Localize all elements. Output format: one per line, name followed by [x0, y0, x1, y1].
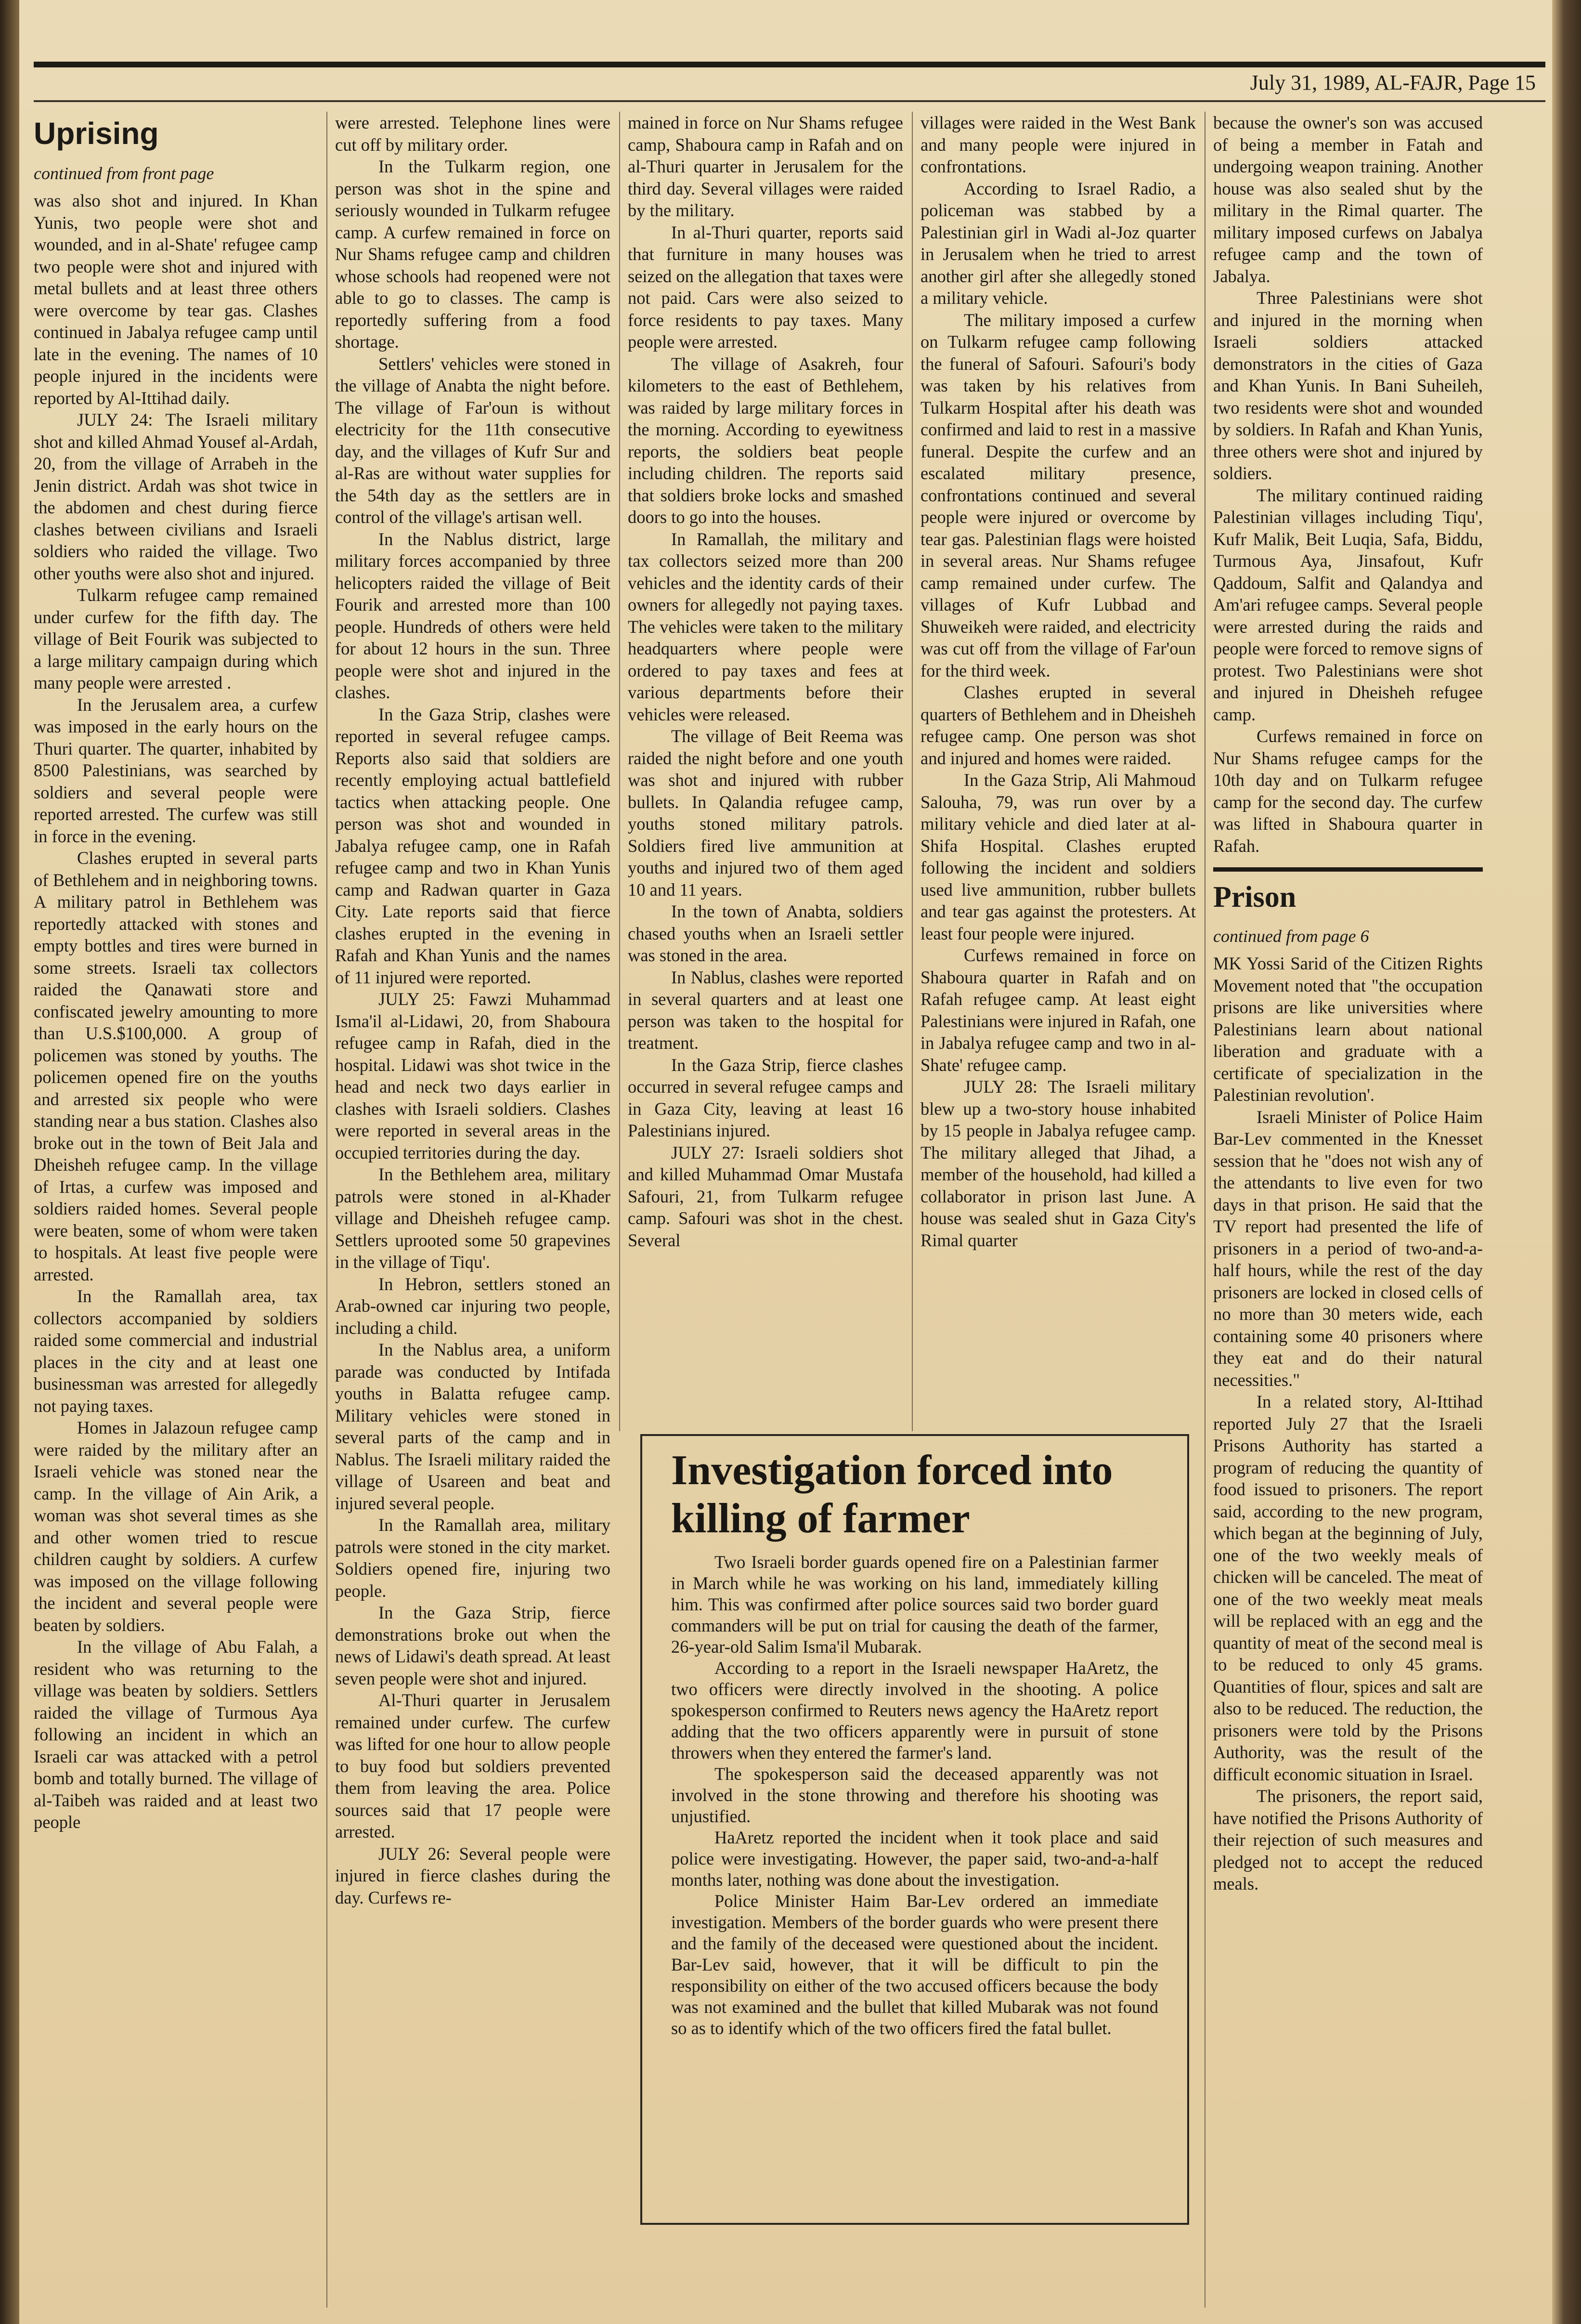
paragraph: because the owner's son was accused of being a member in Fatah and undergoing weapon training. Another house was also sealed shut by the military in the Rimal quarter. The military imposed curfews on Jabalya refugee camp and the town of Jabalya. — [1213, 113, 1483, 286]
paragraph: In Hebron, settlers stoned an Arab-owned car injuring two people, including a child. — [335, 1274, 610, 1338]
investigation-box — [640, 1434, 1189, 2225]
column-5-body — [1213, 112, 1483, 857]
paragraph: Clashes erupted in several parts of Bethlehem and in neighboring towns. A military patrol in Bethlehem was reportedly attacked with stones and empty bottles and tires were burned in some streets. Israeli tax collectors raided the Qanawati store and confiscated jewelry amounting to more than U.S.$100,000. A group of policemen was stoned by youths. The policemen opened fire on the youths and arrested six people who were standing near a bus station. Clashes also broke out in the town of Beit Jala and Dheisheh refugee camp. In the village of Irtas, a curfew was imposed and soldiers raided homes. Several people were beaten, some of whom were taken to hospitals. At least five people were arrested. — [34, 848, 318, 1284]
paragraph: Three Palestinians were shot and injured in the morning when Israeli soldiers attacked demonstrators in the cities of Gaza and Khan Yunis. In Bani Suheileh, two residents were shot and wounded by soldiers. In Rafah and Khan Yunis, three others were shot and injured by soldiers. — [1213, 288, 1483, 483]
folio-rule — [34, 100, 1545, 102]
investigation-body — [671, 1552, 1158, 2039]
paragraph: MK Yossi Sarid of the Citizen Rights Movement noted that "the occupation prisons are like universities where Palestinians learn about national liberation and graduate with a certificate of specialization in the Palestinian revolution'. — [1213, 953, 1483, 1105]
paragraph: JULY 25: Fawzi Muhammad Isma'il al-Lidawi, 20, from Shaboura refugee camp in Rafah, died in the hospital. Lidawi was shot twice in the head and neck two days earlier in clashes with Israeli soldiers. Clashes were reported in several areas in the occupied territories during the day. — [335, 989, 610, 1162]
paragraph: The spokesperson said the deceased apparently was not involved in the stone throwing and therefore his shooting was unjustified. — [671, 1764, 1158, 1826]
column-1-body — [34, 190, 318, 1833]
column-divider — [326, 112, 327, 2308]
paragraph: In the Nablus district, large military forces accompanied by three helicopters raided the village of Beit Fourik and arrested more than 100 people. Hundreds of others were held for about 12 hours in the sun. Three people were shot and injured in the clashes. — [335, 529, 610, 702]
paragraph: In Ramallah, the military and tax collectors seized more than 200 vehicles and the identity cards of their owners for allegedly not paying taxes. The vehicles were taken to the military headquarters where people were ordered to pay taxes and fees at various departments before their vehicles were released. — [628, 529, 903, 724]
paragraph: The prisoners, the report said, have notified the Prisons Authority of their rejection of such measures and pledged not to accept the reduced meals. — [1213, 1786, 1483, 1893]
paragraph: Settlers' vehicles were stoned in the village of Anabta the night before. The village of Far'oun is without electricity for the 11th consecutive day, and the villages of Kufr Sur and al-Ras are without water supplies for the 54th day as the settlers are in control of the village's artisan well. — [335, 353, 610, 527]
paragraph: The military continued raiding Palestinian villages including Tiqu', Kufr Malik, Beit Luqia, Safa, Biddu, Turmous Aya, Jinsafout, Kufr Qaddoum, Salfit and Qalandya and Am'ari refugee camps. Several people were arrested during the raids and people were forced to remove signs of protest. Two Palestinians were shot and injured in Dheisheh refugee camp. — [1213, 485, 1483, 724]
column-4 — [920, 112, 1196, 1426]
paragraph: Curfews remained in force on Nur Shams refugee camps for the 10th day and on Tulkarm refugee camp for the second day. The curfew was lifted in Shaboura quarter in Rafah. — [1213, 726, 1483, 856]
paragraph: In the Gaza Strip, clashes were reported in several refugee camps. Reports also said that soldiers are recently employing actual battlefield tactics when attacking people. One person was shot and wounded in Jabalya refugee camp, one in Rafah refugee camp and two in Khan Yunis camp and Radwan quarter in Gaza City. Late reports said that fierce clashes erupted in the evening in Rafah and Khan Yunis and the names of 11 injured were reported. — [335, 704, 610, 987]
prison-rule — [1213, 867, 1483, 872]
paragraph: In the Ramallah area, tax collectors accompanied by soldiers raided some commercial and industrial places in the city and at least one businessman was arrested for allegedly not paying taxes. — [34, 1286, 318, 1416]
paragraph: Curfews remained in force on Shaboura quarter in Rafah and on Rafah refugee camp. At least eight Palestinians were injured in Rafah, one in Jabalya refugee camp and two in al-Shate' refugee camp. — [920, 945, 1196, 1075]
uprising-headline: Uprising — [34, 116, 159, 151]
paragraph: In the Bethlehem area, military patrols were stoned in al-Khader village and Dheisheh refugee camp. Settlers uprooted some 50 grapevines in the village of Tiqu'. — [335, 1164, 610, 1272]
paragraph: mained in force on Nur Shams refugee camp, Shaboura camp in Rafah and on al-Thuri quarter in Jerusalem for the third day. Several villages were raided by the military. — [628, 113, 903, 220]
top-rule — [34, 62, 1545, 67]
paragraph: The village of Beit Reema was raided the night before and one youth was shot and injured with rubber bullets. In Qalandia refugee camp, youths stoned military patrols. Soldiers fired live ammunition at youths and injured two of them aged 10 and 11 years. — [628, 726, 903, 900]
paragraph: was also shot and injured. In Khan Yunis, two people were shot and wounded, and in al-Shate' refugee camp two people were shot and injured with metal bullets and at least three others were overcome by tear gas. Clashes continued in Jabalya refugee camp until late in the evening. The names of 10 people injured in the incidents were reported by Al-Ittihad daily. — [34, 191, 318, 408]
paragraph: According to Israel Radio, a policeman was stabbed by a Palestinian girl in Wadi al-Joz quarter in Jerusalem when he tried to arrest another girl after she allegedly stoned a military vehicle. — [920, 178, 1196, 308]
paragraph: The village of Asakreh, four kilometers to the east of Bethlehem, was raided by large military forces in the morning. According to eyewitness reports, the soldiers beat people including children. The reports said that soldiers broke locks and smashed doors to go into the houses. — [628, 353, 903, 527]
paragraph: JULY 24: The Israeli military shot and killed Ahmad Yousef al-Ardah, 20, from the village of Arrabeh in the Jenin district. Ardah was shot twice in the abdomen and chest during fierce clashes between civilians and Israeli soldiers who raided the village. Two other youths were also shot and injured. — [34, 410, 318, 583]
investigation-headline: Investigation forced into killing of farmer — [671, 1447, 1113, 1542]
paragraph: Two Israeli border guards opened fire on a Palestinian farmer in March while he was working on his land, immediately killing him. This was confirmed after police sources said two border guard commanders will be put on trial for causing the death of the farmer, 26-year-old Salim Isma'il Mubarak. — [671, 1552, 1158, 1657]
paragraph: Clashes erupted in several quarters of Bethlehem and in Dheisheh refugee camp. One person was shot and injured and homes were raided. — [920, 682, 1196, 768]
paragraph: In the Ramallah area, military patrols were stoned in the city market. Soldiers opened fire, injuring two people. — [335, 1515, 610, 1601]
prison-continued: continued from page 6 — [1213, 927, 1369, 946]
paragraph: In the Gaza Strip, fierce demonstrations broke out when the news of Lidawi's death spread. At least seven people were shot and injured. — [335, 1603, 610, 1688]
uprising-continued: continued from front page — [34, 164, 214, 183]
paragraph: Homes in Jalazoun refugee camp were raided by the military after an Israeli vehicle was stoned near the camp. In the village of Ain Arik, a woman was shot several times as she and other women tried to rescue children caught by soldiers. A curfew was imposed on the village following the incident and several people were beaten by soldiers. — [34, 1418, 318, 1635]
paragraph: In the Nablus area, a uniform parade was conducted by Intifada youths in Balatta refugee camp. Military vehicles were stoned in several parts of the camp and in Nablus. The Israeli military raided the village of Usareen and beat and injured several people. — [335, 1340, 610, 1513]
paragraph: Israeli Minister of Police Haim Bar-Lev commented in the Knesset session that he "does not wish any of the attendants to live even for two days in that prison. He said that the TV report had presented the life of prisoners in a period of two-and-a-half hours, while the rest of the day prisoners are locked in closed cells of no more than 30 meters wide, each containing some 40 prisoners where they eat and do their natural necessities." — [1213, 1107, 1483, 1390]
prison-body — [1213, 953, 1483, 1895]
paragraph: JULY 26: Several people were injured in fierce clashes during the day. Curfews re- — [335, 1843, 610, 1907]
paragraph: In the Jerusalem area, a curfew was imposed in the early hours on the Thuri quarter. The quarter, inhabited by 8500 Palestinians, was searched by soldiers and several people were reported arrested. The curfew was still in force in the evening. — [34, 694, 318, 846]
paragraph: In the village of Abu Falah, a resident who was returning to the village was beaten by soldiers. Settlers raided the village of Turmous Aya following an incident in which an Israeli car was attacked with a petrol bomb and totally burned. The village of al-Taibeh was raided and at least two people — [34, 1637, 318, 1832]
paragraph: JULY 28: The Israeli military blew up a two-story house inhabited by 15 people in Jabalya refugee camp. The military alleged that Jihad, a member of the household, had killed a collaborator in prison last June. A house was sealed shut in Gaza City's Rimal quarter — [920, 1077, 1196, 1250]
paragraph: Police Minister Haim Bar-Lev ordered an immediate investigation. Members of the border guards who were present there and the family of the deceased were questioned about the incident. Bar-Lev said, however, that it will be difficult to pin the responsibility on either of the two accused officers because the body was not examined and the bullet that killed Mubarak was not found so as to identify which of the two officers fired the fatal bullet. — [671, 1891, 1158, 2038]
page-edge-shadow — [1552, 0, 1581, 2324]
paragraph: In al-Thuri quarter, reports said that furniture in many houses was seized on the allegation that taxes were not paid. Cars were also seized to force residents to pay taxes. Many people were arrested. — [628, 222, 903, 352]
paragraph: In the Gaza Strip, Ali Mahmoud Salouha, 79, was run over by a military vehicle and died later at al-Shifa Hospital. Clashes erupted following the incident and soldiers used live ammunition, rubber bullets and tear gas against the protesters. At least four people were injured. — [920, 770, 1196, 943]
paragraph: Al-Thuri quarter in Jerusalem remained under curfew. The curfew was lifted for one hour to allow people to buy food but soldiers prevented them from leaving the area. Police sources said that 17 people were arrested. — [335, 1690, 610, 1841]
column-divider — [912, 112, 913, 1431]
page-folio: July 31, 1989, AL-FAJR, Page 15 — [1250, 71, 1536, 94]
paragraph: HaAretz reported the incident when it took place and said police were investigating. However, the paper said, two-and-a-half months later, nothing was done about the investigation. — [671, 1828, 1158, 1890]
column-3 — [628, 112, 903, 1426]
paragraph: In the Gaza Strip, fierce clashes occurred in several refugee camps and in Gaza City, leaving at least 16 Palestinians injured. — [628, 1055, 903, 1140]
column-2-body — [335, 112, 610, 1908]
paragraph: Tulkarm refugee camp remained under curfew for the fifth day. The village of Beit Fourik was subjected to a large military campaign during which many people were arrested . — [34, 585, 318, 692]
column-3-body — [628, 112, 903, 1251]
paragraph: According to a report in the Israeli newspaper HaAretz, the two officers were directly involved in the shooting. A police spokesperson confirmed to Reuters news agency the HaAretz report adding that the two officers apparently were in pursuit of stone throwers when they entered the farmer's land. — [671, 1658, 1158, 1763]
column-5 — [1213, 112, 1483, 2308]
column-2 — [335, 112, 610, 2308]
paragraph: JULY 27: Israeli soldiers shot and killed Muhammad Omar Mustafa Safouri, 21, from Tulkarm refugee camp. Safouri was shot in the chest. Several — [628, 1142, 903, 1250]
column-divider — [619, 112, 620, 1431]
column-1 — [34, 112, 318, 2308]
paragraph: In Nablus, clashes were reported in several quarters and at least one person was taken to the hospital for treatment. — [628, 967, 903, 1053]
paragraph: In a related story, Al-Ittihad reported July 27 that the Israeli Prisons Authority has started a program of reducing the quantity of food issued to prisoners. The report said, according to the new program, which began at the beginning of July, one of the two weekly meals of chicken will be canceled. The meat of one of the two weekly meat meals will be replaced with an egg and the quantity of meat of the second meal is to be reduced to only 45 grams. Quantities of flour, spices and salt are also to be reduced. The reduction, the prisoners were told by the Prisons Authority, was the result of the difficult economic situation in Israel. — [1213, 1392, 1483, 1784]
paragraph: In the Tulkarm region, one person was shot in the spine and seriously wounded in Tulkarm refugee camp. A curfew remained in force on Nur Shams refugee camp and children whose schools had reopened were not able to go to classes. The camp is reportedly suffering from a food shortage. — [335, 157, 610, 352]
paragraph: villages were raided in the West Bank and many people were injured in confrontations. — [920, 113, 1196, 176]
column-4-body — [920, 112, 1196, 1251]
paragraph: The military imposed a curfew on Tulkarm refugee camp following the funeral of Safouri. Safouri's body was taken by his relatives from Tulkarm Hospital after his death was confirmed and laid to rest in a massive funeral. Despite the curfew and an escalated military presence, confrontations continued and several people were injured or overcome by tear gas. Palestinian flags were hoisted in several areas. Nur Shams refugee camp remained under curfew. The villages of Kufr Lubbad and Shuweikeh were raided, and electricity was cut off from the village of Far'oun for the third week. — [920, 310, 1196, 680]
paragraph: In the town of Anabta, soldiers chased youths when an Israeli settler was stoned in the area. — [628, 901, 903, 965]
prison-headline: Prison — [1213, 881, 1296, 914]
newspaper-page — [19, 0, 1555, 2324]
paragraph: were arrested. Telephone lines were cut off by military order. — [335, 113, 610, 155]
